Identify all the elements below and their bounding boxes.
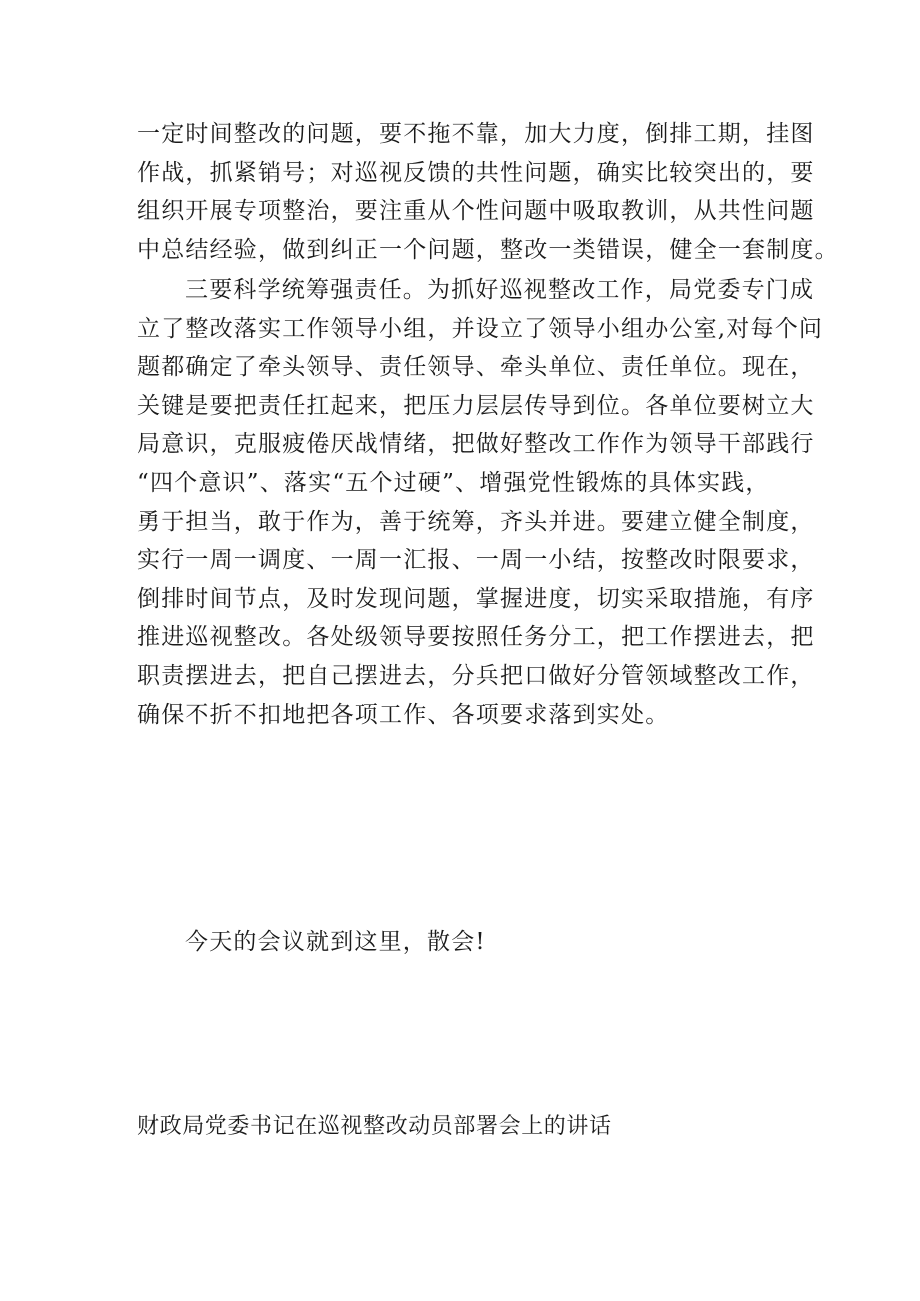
text-line: 推进巡视整改。各处级领导要按照任务分工，把工作摆进去，把 [137, 624, 815, 651]
document-title [137, 1108, 797, 1147]
text-line: 倒排时间节点，及时发现问题，掌握进度，切实采取措施，有序 [137, 585, 815, 612]
paragraph-responsibility [137, 271, 824, 734]
text-line: 勇于担当，敢于作为，善于统筹，齐头并进。要建立健全制度， [137, 508, 815, 535]
text-line: 立了整改落实工作领导小组，并设立了领导小组办公室,对每个问 [137, 315, 824, 342]
text-line: 实行一周一调度、一周一汇报、一周一小结，按整改时限要求， [137, 547, 815, 574]
title-text: 财政局党委书记在巡视整改动员部署会上的讲话 [137, 1114, 612, 1139]
text-line: 中总结经验，做到纠正一个问题，整改一类错误，健全一套制度。 [137, 236, 839, 263]
text-line: 一定时间整改的问题，要不拖不靠，加大力度，倒排工期，挂图 [137, 121, 815, 147]
text-line: 题都确定了牵头领导、责任领导、牵头单位、责任单位。现在， [137, 354, 815, 381]
text-line: 今天的会议就到这里，散会! [185, 929, 486, 955]
text-line: 三要科学统筹强责任。为抓好巡视整改工作，局党委专门成 [185, 277, 815, 303]
text-line: 组织开展专项整治，要注重从个性问题中吸取教训，从共性问题 [137, 198, 815, 225]
text-line: 作战，抓紧销号；对巡视反馈的共性问题，确实比较突出的，要 [137, 159, 815, 186]
paragraph-continuation [137, 115, 839, 269]
text-line: “四个意识”、落实“五个过硬”、增强党性锻炼的具体实践， [137, 469, 770, 496]
text-line: 局意识，克服疲倦厌战情绪，把做好整改工作作为领导干部践行 [137, 431, 815, 458]
text-line: 职责摆进去，把自己摆进去，分兵把口做好分管领域整改工作， [137, 662, 815, 689]
text-line: 确保不折不扣地把各项工作、各项要求落到实处。 [137, 701, 670, 728]
text-line: 关键是要把责任扛起来，把压力层层传导到位。各单位要树立大 [137, 392, 815, 419]
paragraph-closing [137, 923, 797, 962]
